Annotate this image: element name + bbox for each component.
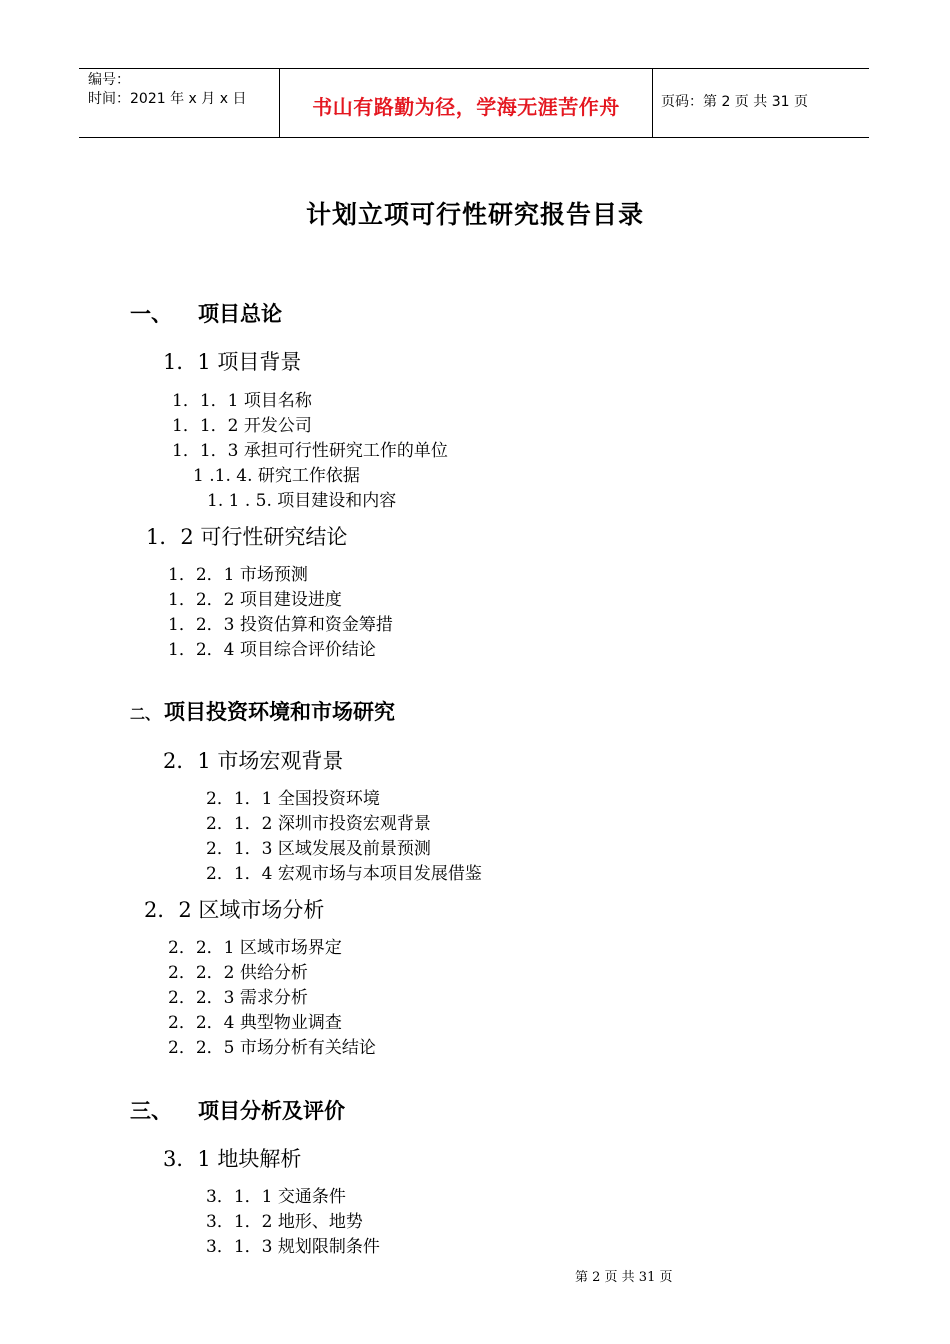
header-center-cell bbox=[280, 69, 653, 137]
toc-entry-1-2-1: 1．2．1 市场预测 bbox=[168, 565, 308, 585]
toc-entry-1-1-3: 1．1．3 承担可行性研究工作的单位 bbox=[172, 441, 448, 461]
toc-entry-2-1: 2．1 市场宏观背景 bbox=[163, 749, 344, 773]
toc-entry-2-2-4: 2．2．4 典型物业调查 bbox=[168, 1013, 342, 1033]
toc-entry-1-2: 1．2 可行性研究结论 bbox=[146, 525, 348, 549]
toc-entry-1-1-1: 1．1．1 项目名称 bbox=[172, 391, 312, 411]
toc-section-3-title: 项目分析及评价 bbox=[198, 1099, 345, 1123]
toc-entry-2-1-1: 2．1．1 全国投资环境 bbox=[206, 789, 380, 809]
toc-entry-2-2: 2．2 区域市场分析 bbox=[144, 898, 325, 922]
page-header bbox=[79, 68, 869, 138]
toc-entry-1-2-3: 1．2．3 投资估算和资金筹措 bbox=[168, 615, 393, 635]
header-left-cell bbox=[79, 69, 280, 137]
toc-entry-2-2-5: 2．2．5 市场分析有关结论 bbox=[168, 1038, 376, 1058]
toc-entry-1-1-5: 1. 1 . 5. 项目建设和内容 bbox=[207, 491, 397, 511]
toc-entry-2-1-4: 2．1．4 宏观市场与本项目发展借鉴 bbox=[206, 864, 482, 884]
header-page-info: 页码：第 2 页 共 31 页 bbox=[661, 94, 808, 110]
toc-entry-2-2-3: 2．2．3 需求分析 bbox=[168, 988, 308, 1008]
header-time-label: 时间：2021 年 x 月 x 日 bbox=[88, 91, 247, 107]
header-right-cell bbox=[653, 69, 869, 137]
toc-section-1-title: 项目总论 bbox=[198, 302, 282, 326]
toc-entry-1-1: 1．1 项目背景 bbox=[163, 350, 302, 374]
document-title: 计划立项可行性研究报告目录 bbox=[305, 200, 644, 229]
toc-entry-1-1-2: 1．1．2 开发公司 bbox=[172, 416, 312, 436]
toc-entry-3-1: 3．1 地块解析 bbox=[163, 1147, 302, 1171]
page-footer: 第 2 页 共 31 页 bbox=[575, 1270, 673, 1285]
toc-entry-1-2-4: 1．2．4 项目综合评价结论 bbox=[168, 640, 376, 660]
toc-section-2-number: 二、 bbox=[130, 705, 161, 723]
toc-entry-3-1-1: 3．1．1 交通条件 bbox=[206, 1187, 346, 1207]
toc-entry-2-1-2: 2．1．2 深圳市投资宏观背景 bbox=[206, 814, 431, 834]
toc-entry-2-2-2: 2．2．2 供给分析 bbox=[168, 963, 308, 983]
toc-entry-2-1-3: 2．1．3 区域发展及前景预测 bbox=[206, 839, 431, 859]
toc-section-3-number: 三、 bbox=[130, 1099, 172, 1123]
toc-section-2-title: 项目投资环境和市场研究 bbox=[164, 700, 395, 724]
toc-entry-2-2-1: 2．2．1 区域市场界定 bbox=[168, 938, 342, 958]
toc-entry-3-1-2: 3．1．2 地形、地势 bbox=[206, 1212, 363, 1232]
toc-entry-1-1-4: 1 .1. 4. 研究工作依据 bbox=[193, 466, 360, 486]
header-number-label: 编号： bbox=[88, 72, 130, 88]
toc-entry-1-2-2: 1．2．2 项目建设进度 bbox=[168, 590, 342, 610]
toc-entry-3-1-3: 3．1．3 规划限制条件 bbox=[206, 1237, 380, 1257]
toc-section-1-number: 一、 bbox=[130, 302, 172, 326]
header-motto: 书山有路勤为径，学海无涯苦作舟 bbox=[312, 95, 620, 119]
